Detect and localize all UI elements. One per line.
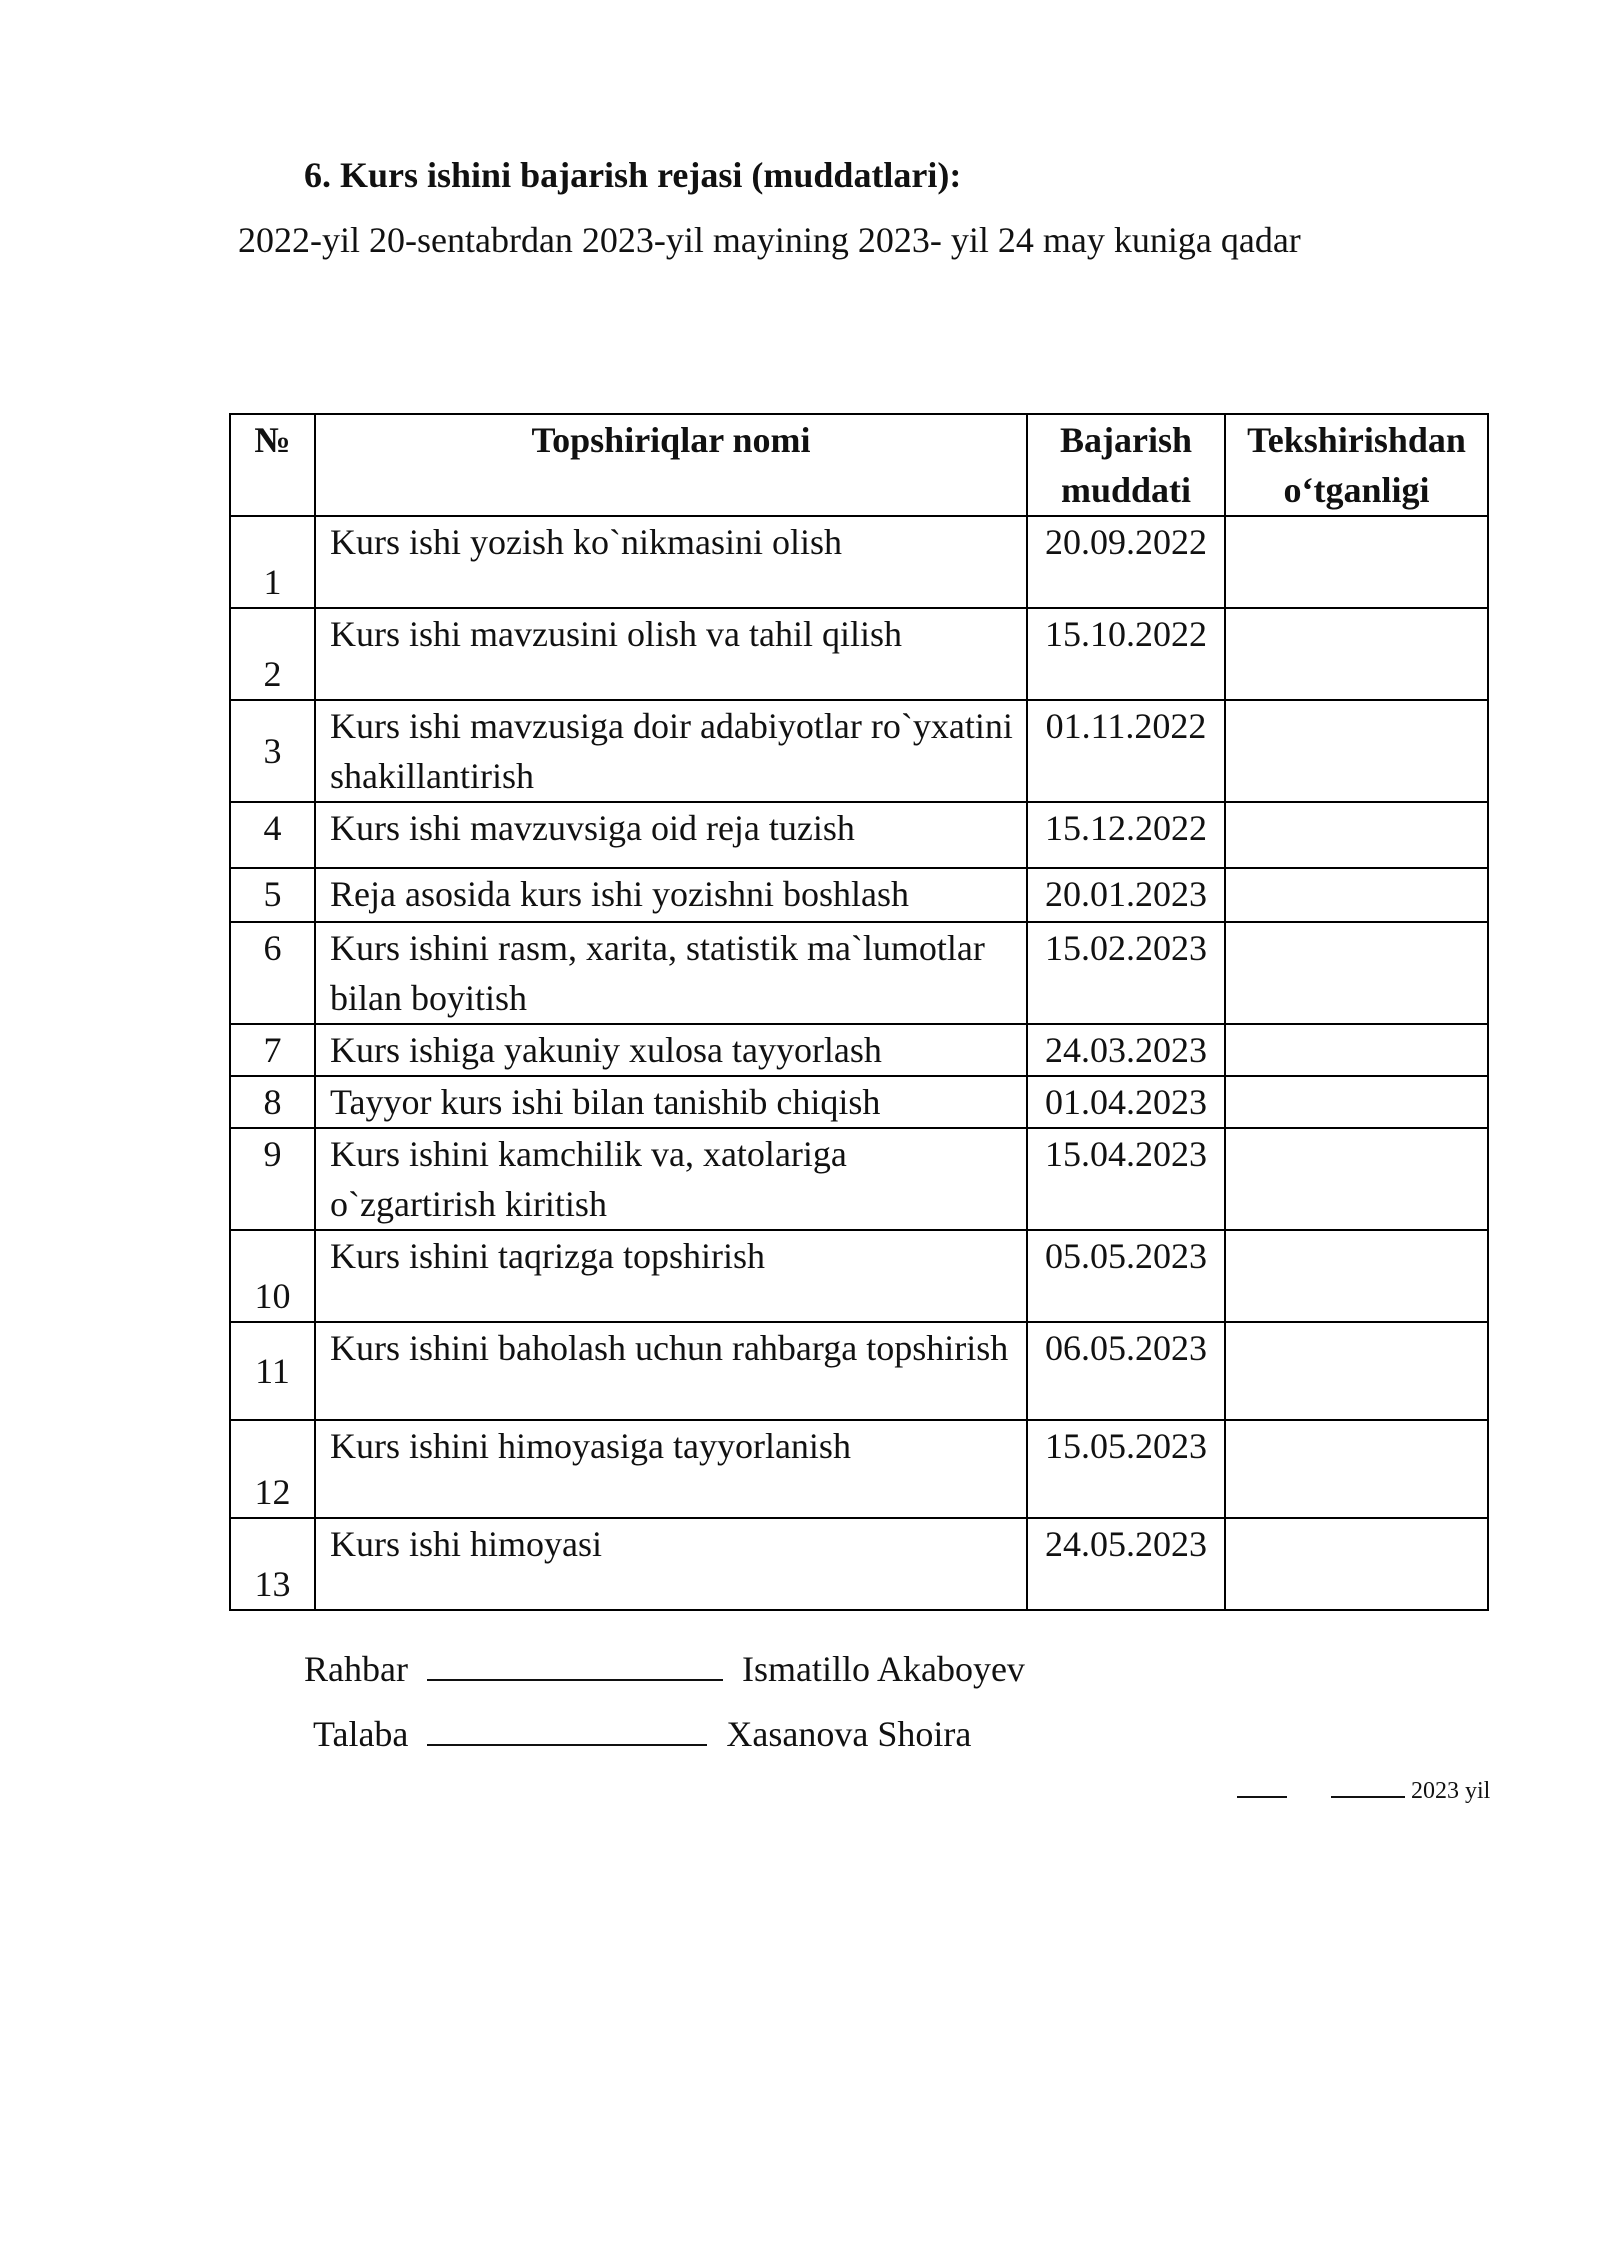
row-checked — [1225, 1230, 1488, 1322]
year-text: 2023 yil — [1411, 1778, 1491, 1804]
row-checked — [1225, 1518, 1488, 1610]
row-task: Kurs ishini taqrizga topshirish — [315, 1230, 1027, 1322]
row-num: 12 — [230, 1420, 315, 1518]
row-num: 5 — [230, 868, 315, 922]
student-signature-line — [427, 1708, 707, 1746]
table-row — [230, 1076, 1488, 1128]
row-num: 3 — [230, 700, 315, 802]
header-task: Topshiriqlar nomi — [315, 414, 1027, 516]
supervisor-signature — [304, 1643, 1025, 1694]
header-deadline-line2: muddati — [1060, 470, 1192, 510]
row-checked — [1225, 868, 1488, 922]
student-label: Talaba — [313, 1714, 409, 1754]
table-row — [230, 1230, 1488, 1322]
row-date: 20.01.2023 — [1027, 868, 1225, 922]
row-task: Kurs ishini kamchilik va, xatolariga o`zgartirish kiritish — [315, 1128, 1027, 1230]
row-date: 15.10.2022 — [1027, 608, 1225, 700]
row-date: 06.05.2023 — [1027, 1322, 1225, 1420]
header-checked — [1225, 414, 1488, 516]
table-row — [230, 802, 1488, 868]
row-task: Kurs ishini himoyasiga tayyorlanish — [315, 1420, 1027, 1518]
table-row — [230, 868, 1488, 922]
signing-date — [1237, 1772, 1490, 1808]
row-checked — [1225, 1024, 1488, 1076]
row-num: 13 — [230, 1518, 315, 1610]
row-task: Kurs ishiga yakuniy xulosa tayyorlash — [315, 1024, 1027, 1076]
row-checked — [1225, 1076, 1488, 1128]
supervisor-name: Ismatillo Akaboyev — [741, 1649, 1025, 1689]
schedule-table — [229, 413, 1489, 1611]
supervisor-label: Rahbar — [304, 1649, 408, 1689]
header-deadline — [1027, 414, 1225, 516]
row-num: 1 — [230, 516, 315, 608]
row-checked — [1225, 700, 1488, 802]
row-task: Kurs ishi mavzuvsiga oid reja tuzish — [315, 802, 1027, 868]
row-task: Kurs ishi yozish ko`nikmasini olish — [315, 516, 1027, 608]
row-checked — [1225, 922, 1488, 1024]
row-date: 01.04.2023 — [1027, 1076, 1225, 1128]
row-checked — [1225, 1420, 1488, 1518]
row-task: Kurs ishini baholash uchun rahbarga topshirish — [315, 1322, 1027, 1420]
header-checked-line2: o‘tganligi — [1283, 470, 1430, 510]
section-heading: 6. Kurs ishini bajarish rejasi (muddatlari): — [304, 155, 962, 195]
table-row — [230, 1518, 1488, 1610]
row-num: 6 — [230, 922, 315, 1024]
row-date: 15.02.2023 — [1027, 922, 1225, 1024]
day-blank — [1237, 1772, 1287, 1798]
row-checked — [1225, 1128, 1488, 1230]
row-date: 15.12.2022 — [1027, 802, 1225, 868]
table-row — [230, 1024, 1488, 1076]
row-num: 11 — [230, 1322, 315, 1420]
header-checked-line1: Tekshirishdan — [1247, 420, 1466, 460]
row-num: 9 — [230, 1128, 315, 1230]
row-date: 15.05.2023 — [1027, 1420, 1225, 1518]
supervisor-signature-line — [427, 1643, 723, 1681]
row-date: 24.03.2023 — [1027, 1024, 1225, 1076]
row-task: Kurs ishini rasm, xarita, statistik ma`lumotlar bilan boyitish — [315, 922, 1027, 1024]
row-num: 7 — [230, 1024, 315, 1076]
student-name: Xasanova Shoira — [726, 1714, 972, 1754]
row-task: Reja asosida kurs ishi yozishni boshlash — [315, 868, 1027, 922]
row-num: 4 — [230, 802, 315, 868]
header-num: № — [230, 414, 315, 516]
month-blank — [1331, 1772, 1405, 1798]
table-row — [230, 1420, 1488, 1518]
row-task: Kurs ishi mavzusini olish va tahil qilish — [315, 608, 1027, 700]
student-signature — [313, 1708, 971, 1759]
table-row — [230, 608, 1488, 700]
row-date: 01.11.2022 — [1027, 700, 1225, 802]
table-row — [230, 922, 1488, 1024]
row-checked — [1225, 608, 1488, 700]
row-task: Kurs ishi mavzusiga doir adabiyotlar ro`yxatini shakillantirish — [315, 700, 1027, 802]
row-task: Kurs ishi himoyasi — [315, 1518, 1027, 1610]
row-num: 10 — [230, 1230, 315, 1322]
table-row — [230, 700, 1488, 802]
row-date: 24.05.2023 — [1027, 1518, 1225, 1610]
row-task: Tayyor kurs ishi bilan tanishib chiqish — [315, 1076, 1027, 1128]
row-date: 05.05.2023 — [1027, 1230, 1225, 1322]
row-num: 2 — [230, 608, 315, 700]
table-row — [230, 516, 1488, 608]
header-deadline-line1: Bajarish — [1059, 420, 1192, 460]
row-num: 8 — [230, 1076, 315, 1128]
row-checked — [1225, 802, 1488, 868]
period-subtitle: 2022-yil 20-sentabrdan 2023-yil mayining 2023- yil 24 may kuniga qadar — [238, 220, 1301, 260]
table-row — [230, 1128, 1488, 1230]
table-row — [230, 1322, 1488, 1420]
row-checked — [1225, 1322, 1488, 1420]
table-header-row — [230, 414, 1488, 516]
row-date: 20.09.2022 — [1027, 516, 1225, 608]
row-checked — [1225, 516, 1488, 608]
row-date: 15.04.2023 — [1027, 1128, 1225, 1230]
